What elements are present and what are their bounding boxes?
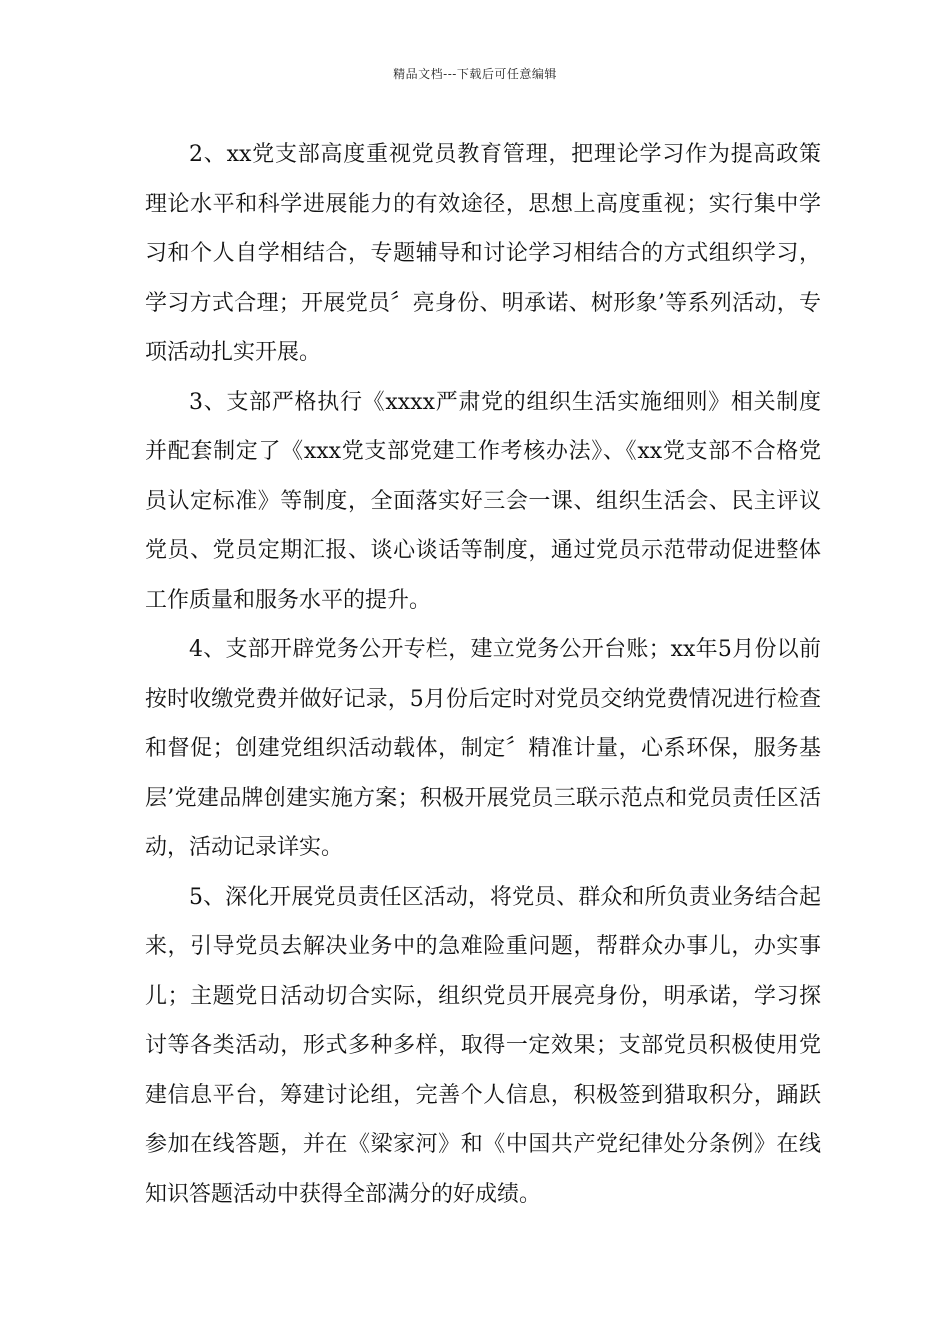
paragraph-item-5: 5、深化开展党员责任区活动，将党员、群众和所负责业务结合起来，引导党员去解决业务中的急难险重问题，帮群众办事儿，办实事儿；主题党日活动切合实际，组织党员开展亮身份，明承诺，学习探讨等各类活动，形式多种多样，取得一定效果；支部党员积极使用党建信息平台，筹建讨论组，完善个人信息，积极签到猎取积分，踊跃参加在线答题，并在《梁家河》和《中国共产党纪律处分条例》在线知识答题活动中获得全部满分的好成绩。 — [145, 884, 821, 1207]
paragraph-item-3: 3、支部严格执行《xxxx严肃党的组织生活实施细则》相关制度并配套制定了《xxx党支部党建工作考核办法》、《xx党支部不合格党员认定标准》等制度，全面落实好三会一课、组织生活会、民主评议党员、党员定期汇报、谈心谈话等制度，通过党员示范带动促进整体工作质量和服务水平的提升。 — [145, 389, 821, 613]
page-header: 精品文档---下载后可任意编辑 — [393, 67, 557, 81]
paragraph-item-4: 4、支部开辟党务公开专栏，建立党务公开台账；xx年5月份以前按时收缴党费并做好记录，5月份后定时对党员交纳党费情况进行检查和督促；创建党组织活动载体，制定〞精准计量，心系环保，服务基层’党建品牌创建实施方案；积极开展党员三联示范点和党员责任区活动，活动记录详实。 — [145, 637, 821, 860]
document-body — [145, 130, 821, 1219]
paragraph-item-2: 2、xx党支部高度重视党员教育管理，把理论学习作为提高政策理论水平和科学进展能力的有效途径，思想上高度重视；实行集中学习和个人自学相结合，专题辅导和讨论学习相结合的方式组织学习，学习方式合理；开展党员〞亮身份、明承诺、树形象’等系列活动，专项活动扎实开展。 — [145, 142, 821, 365]
